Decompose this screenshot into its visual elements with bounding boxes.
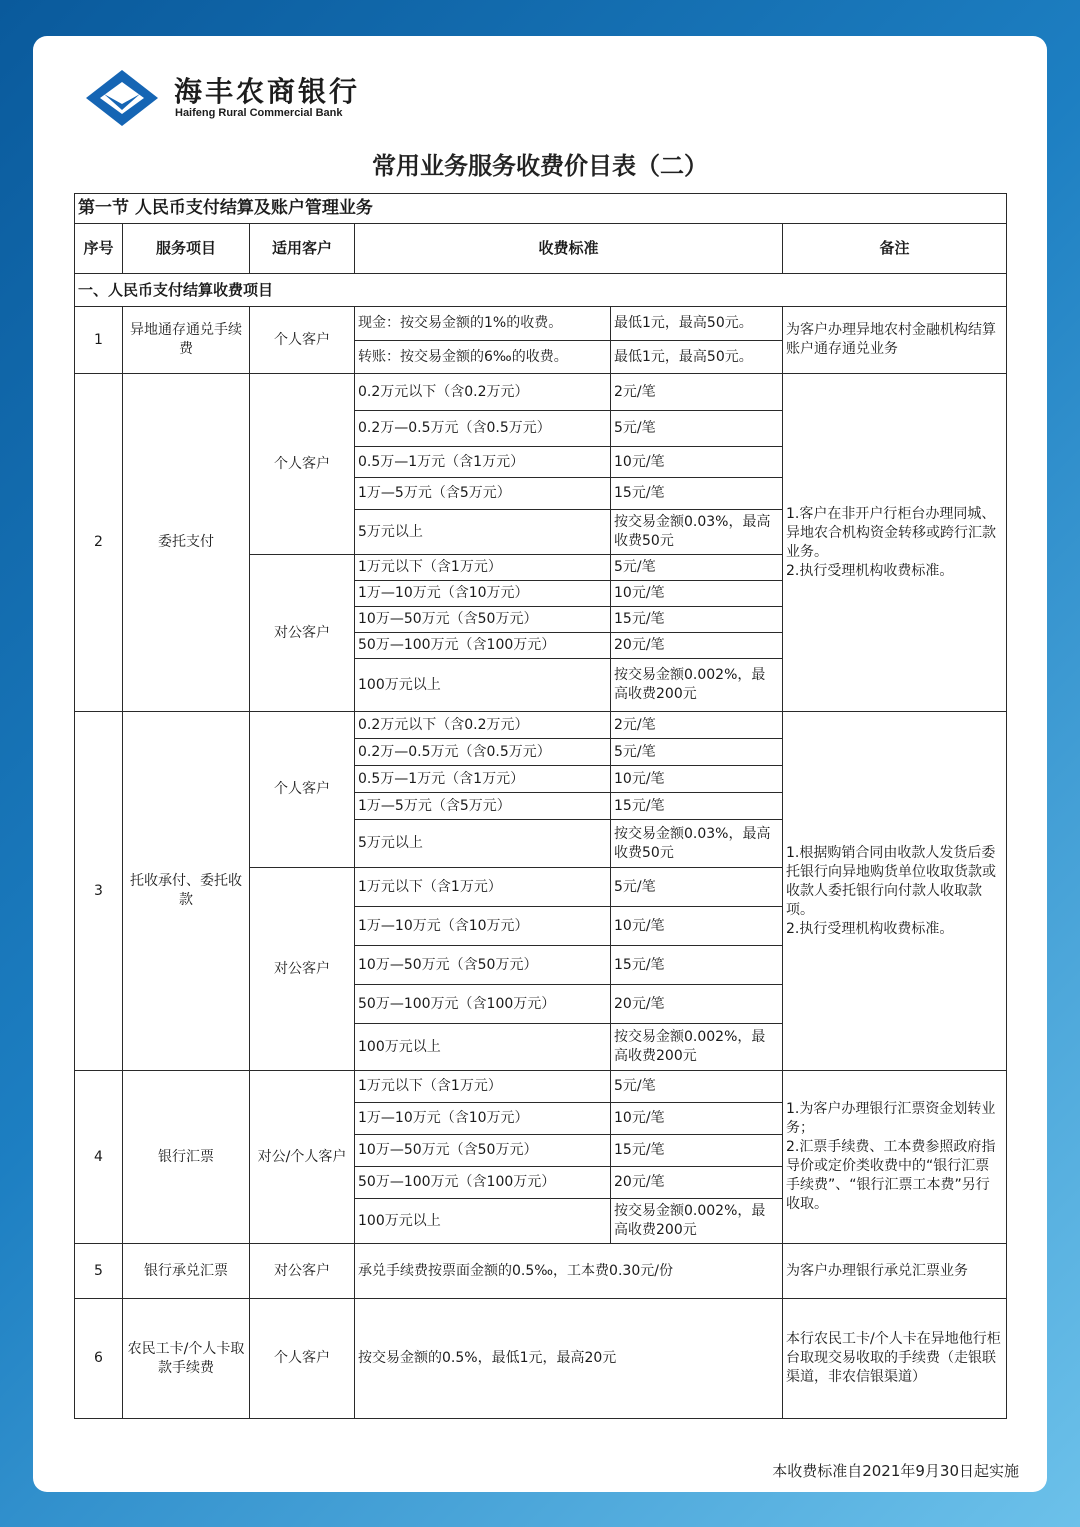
- fee-amount: 10元/笔: [611, 766, 783, 793]
- fee-condition: 现金：按交易金额的1%的收费。: [355, 307, 611, 341]
- row-no: 5: [75, 1244, 123, 1299]
- fee-condition: 0.2万元以下（含0.2万元）: [355, 712, 611, 739]
- service-item: 托收承付、委托收款: [123, 712, 250, 1071]
- fee-standard: 按交易金额的0.5%，最低1元，最高20元: [355, 1299, 783, 1419]
- fee-amount: 2元/笔: [611, 374, 783, 411]
- fee-amount: 15元/笔: [611, 478, 783, 510]
- fee-amount: 20元/笔: [611, 633, 783, 659]
- table-row: [75, 374, 1007, 411]
- fee-table: [74, 193, 1007, 1419]
- table-row: [75, 1244, 1007, 1299]
- fee-condition: 1万—10万元（含10万元）: [355, 581, 611, 607]
- fee-condition: 100万元以上: [355, 659, 611, 712]
- fee-amount: 10元/笔: [611, 1103, 783, 1135]
- remark: 本行农民工卡/个人卡在异地他行柜台取现交易收取的手续费（走银联渠道，非农信银渠道）: [783, 1299, 1007, 1419]
- fee-condition: 0.2万—0.5万元（含0.5万元）: [355, 739, 611, 766]
- fee-amount: 15元/笔: [611, 946, 783, 985]
- fee-amount: 按交易金额0.002%，最高收费200元: [611, 659, 783, 712]
- table-row: [75, 307, 1007, 341]
- fee-amount: 按交易金额0.002%，最高收费200元: [611, 1199, 783, 1244]
- header-no: 序号: [75, 224, 123, 274]
- fee-condition: 转账：按交易金额的6‰的收费。: [355, 341, 611, 374]
- customer-type: 个人客户: [250, 1299, 355, 1419]
- fee-amount: 10元/笔: [611, 581, 783, 607]
- fee-amount: 5元/笔: [611, 411, 783, 447]
- fee-condition: 1万—5万元（含5万元）: [355, 478, 611, 510]
- fee-amount: 2元/笔: [611, 712, 783, 739]
- remark: 为客户办理银行承兑汇票业务: [783, 1244, 1007, 1299]
- column-header-row: [75, 224, 1007, 274]
- service-item: 银行承兑汇票: [123, 1244, 250, 1299]
- fee-condition: 1万元以下（含1万元）: [355, 555, 611, 581]
- bank-name-cn: 海丰农商银行: [174, 75, 361, 108]
- fee-condition: 50万—100万元（含100万元）: [355, 985, 611, 1024]
- service-item: 银行汇票: [123, 1071, 250, 1244]
- fee-condition: 5万元以上: [355, 510, 611, 555]
- section-header-row: [75, 194, 1007, 224]
- fee-condition: 10万—50万元（含50万元）: [355, 607, 611, 633]
- header-customer: 适用客户: [250, 224, 355, 274]
- fee-amount: 5元/笔: [611, 1071, 783, 1103]
- fee-amount: 15元/笔: [611, 1135, 783, 1167]
- fee-amount: 15元/笔: [611, 793, 783, 820]
- fee-condition: 1万元以下（含1万元）: [355, 868, 611, 907]
- row-no: 2: [75, 374, 123, 712]
- fee-condition: 10万—50万元（含50万元）: [355, 946, 611, 985]
- fee-condition: 1万—10万元（含10万元）: [355, 1103, 611, 1135]
- document-card: [33, 36, 1047, 1492]
- section-title: 第一节 人民币支付结算及账户管理业务: [75, 194, 1007, 224]
- subsection-title: 一、人民币支付结算收费项目: [75, 274, 1007, 307]
- remark: 1.客户在非开户行柜台办理同城、异地农合机构资金转移或跨行汇款业务。 2.执行受理机构收费标准。: [783, 374, 1007, 712]
- fee-condition: 10万—50万元（含50万元）: [355, 1135, 611, 1167]
- fee-amount: 15元/笔: [611, 607, 783, 633]
- fee-amount: 按交易金额0.03%，最高收费50元: [611, 820, 783, 868]
- table-row: [75, 1071, 1007, 1103]
- remark: 1.为客户办理银行汇票资金划转业务； 2.汇票手续费、工本费参照政府指导价或定价类收费中的“银行汇票手续费”、“银行汇票工本费”另行收取。: [783, 1071, 1007, 1244]
- service-item: 委托支付: [123, 374, 250, 712]
- header-remark: 备注: [783, 224, 1007, 274]
- page-title: 常用业务服务收费价目表（二）: [372, 152, 708, 180]
- fee-condition: 1万—5万元（含5万元）: [355, 793, 611, 820]
- customer-type: 对公客户: [250, 555, 355, 712]
- customer-type: 个人客户: [250, 374, 355, 555]
- fee-amount: 5元/笔: [611, 555, 783, 581]
- fee-amount: 最低1元，最高50元。: [611, 307, 783, 341]
- customer-type: 对公客户: [250, 868, 355, 1071]
- row-no: 3: [75, 712, 123, 1071]
- table-row: [75, 712, 1007, 739]
- bank-logo-icon: [86, 70, 158, 126]
- service-item: 农民工卡/个人卡取款手续费: [123, 1299, 250, 1419]
- fee-amount: 20元/笔: [611, 1167, 783, 1199]
- row-no: 4: [75, 1071, 123, 1244]
- service-item: 异地通存通兑手续费: [123, 307, 250, 374]
- subsection-row: [75, 274, 1007, 307]
- fee-condition: 0.2万—0.5万元（含0.5万元）: [355, 411, 611, 447]
- fee-amount: 10元/笔: [611, 907, 783, 946]
- fee-condition: 1万—10万元（含10万元）: [355, 907, 611, 946]
- header-standard: 收费标准: [355, 224, 783, 274]
- fee-amount: 10元/笔: [611, 447, 783, 478]
- remark: 1.根据购销合同由收款人发货后委托银行向异地购货单位收取货款或收款人委托银行向付款人收取款项。 2.执行受理机构收费标准。: [783, 712, 1007, 1071]
- fee-condition: 100万元以上: [355, 1199, 611, 1244]
- fee-condition: 5万元以上: [355, 820, 611, 868]
- fee-condition: 0.5万—1万元（含1万元）: [355, 766, 611, 793]
- fee-condition: 100万元以上: [355, 1024, 611, 1071]
- fee-amount: 最低1元，最高50元。: [611, 341, 783, 374]
- customer-type: 个人客户: [250, 712, 355, 868]
- fee-amount: 20元/笔: [611, 985, 783, 1024]
- fee-amount: 5元/笔: [611, 868, 783, 907]
- fee-amount: 按交易金额0.03%，最高收费50元: [611, 510, 783, 555]
- header-item: 服务项目: [123, 224, 250, 274]
- fee-condition: 1万元以下（含1万元）: [355, 1071, 611, 1103]
- customer-type: 对公客户: [250, 1244, 355, 1299]
- bank-logo: [86, 70, 386, 130]
- customer-type: 对公/个人客户: [250, 1071, 355, 1244]
- fee-standard: 承兑手续费按票面金额的0.5‰，工本费0.30元/份: [355, 1244, 783, 1299]
- row-no: 1: [75, 307, 123, 374]
- fee-condition: 0.5万—1万元（含1万元）: [355, 447, 611, 478]
- bank-name-en: Haifeng Rural Commercial Bank: [175, 107, 343, 119]
- remark: 为客户办理异地农村金融机构结算账户通存通兑业务: [783, 307, 1007, 374]
- fee-condition: 0.2万元以下（含0.2万元）: [355, 374, 611, 411]
- fee-amount: 按交易金额0.002%，最高收费200元: [611, 1024, 783, 1071]
- fee-condition: 50万—100万元（含100万元）: [355, 633, 611, 659]
- effective-date-note: 本收费标准自2021年9月30日起实施: [772, 1462, 1019, 1480]
- table-row: [75, 1299, 1007, 1419]
- fee-amount: 5元/笔: [611, 739, 783, 766]
- customer-type: 个人客户: [250, 307, 355, 374]
- row-no: 6: [75, 1299, 123, 1419]
- fee-condition: 50万—100万元（含100万元）: [355, 1167, 611, 1199]
